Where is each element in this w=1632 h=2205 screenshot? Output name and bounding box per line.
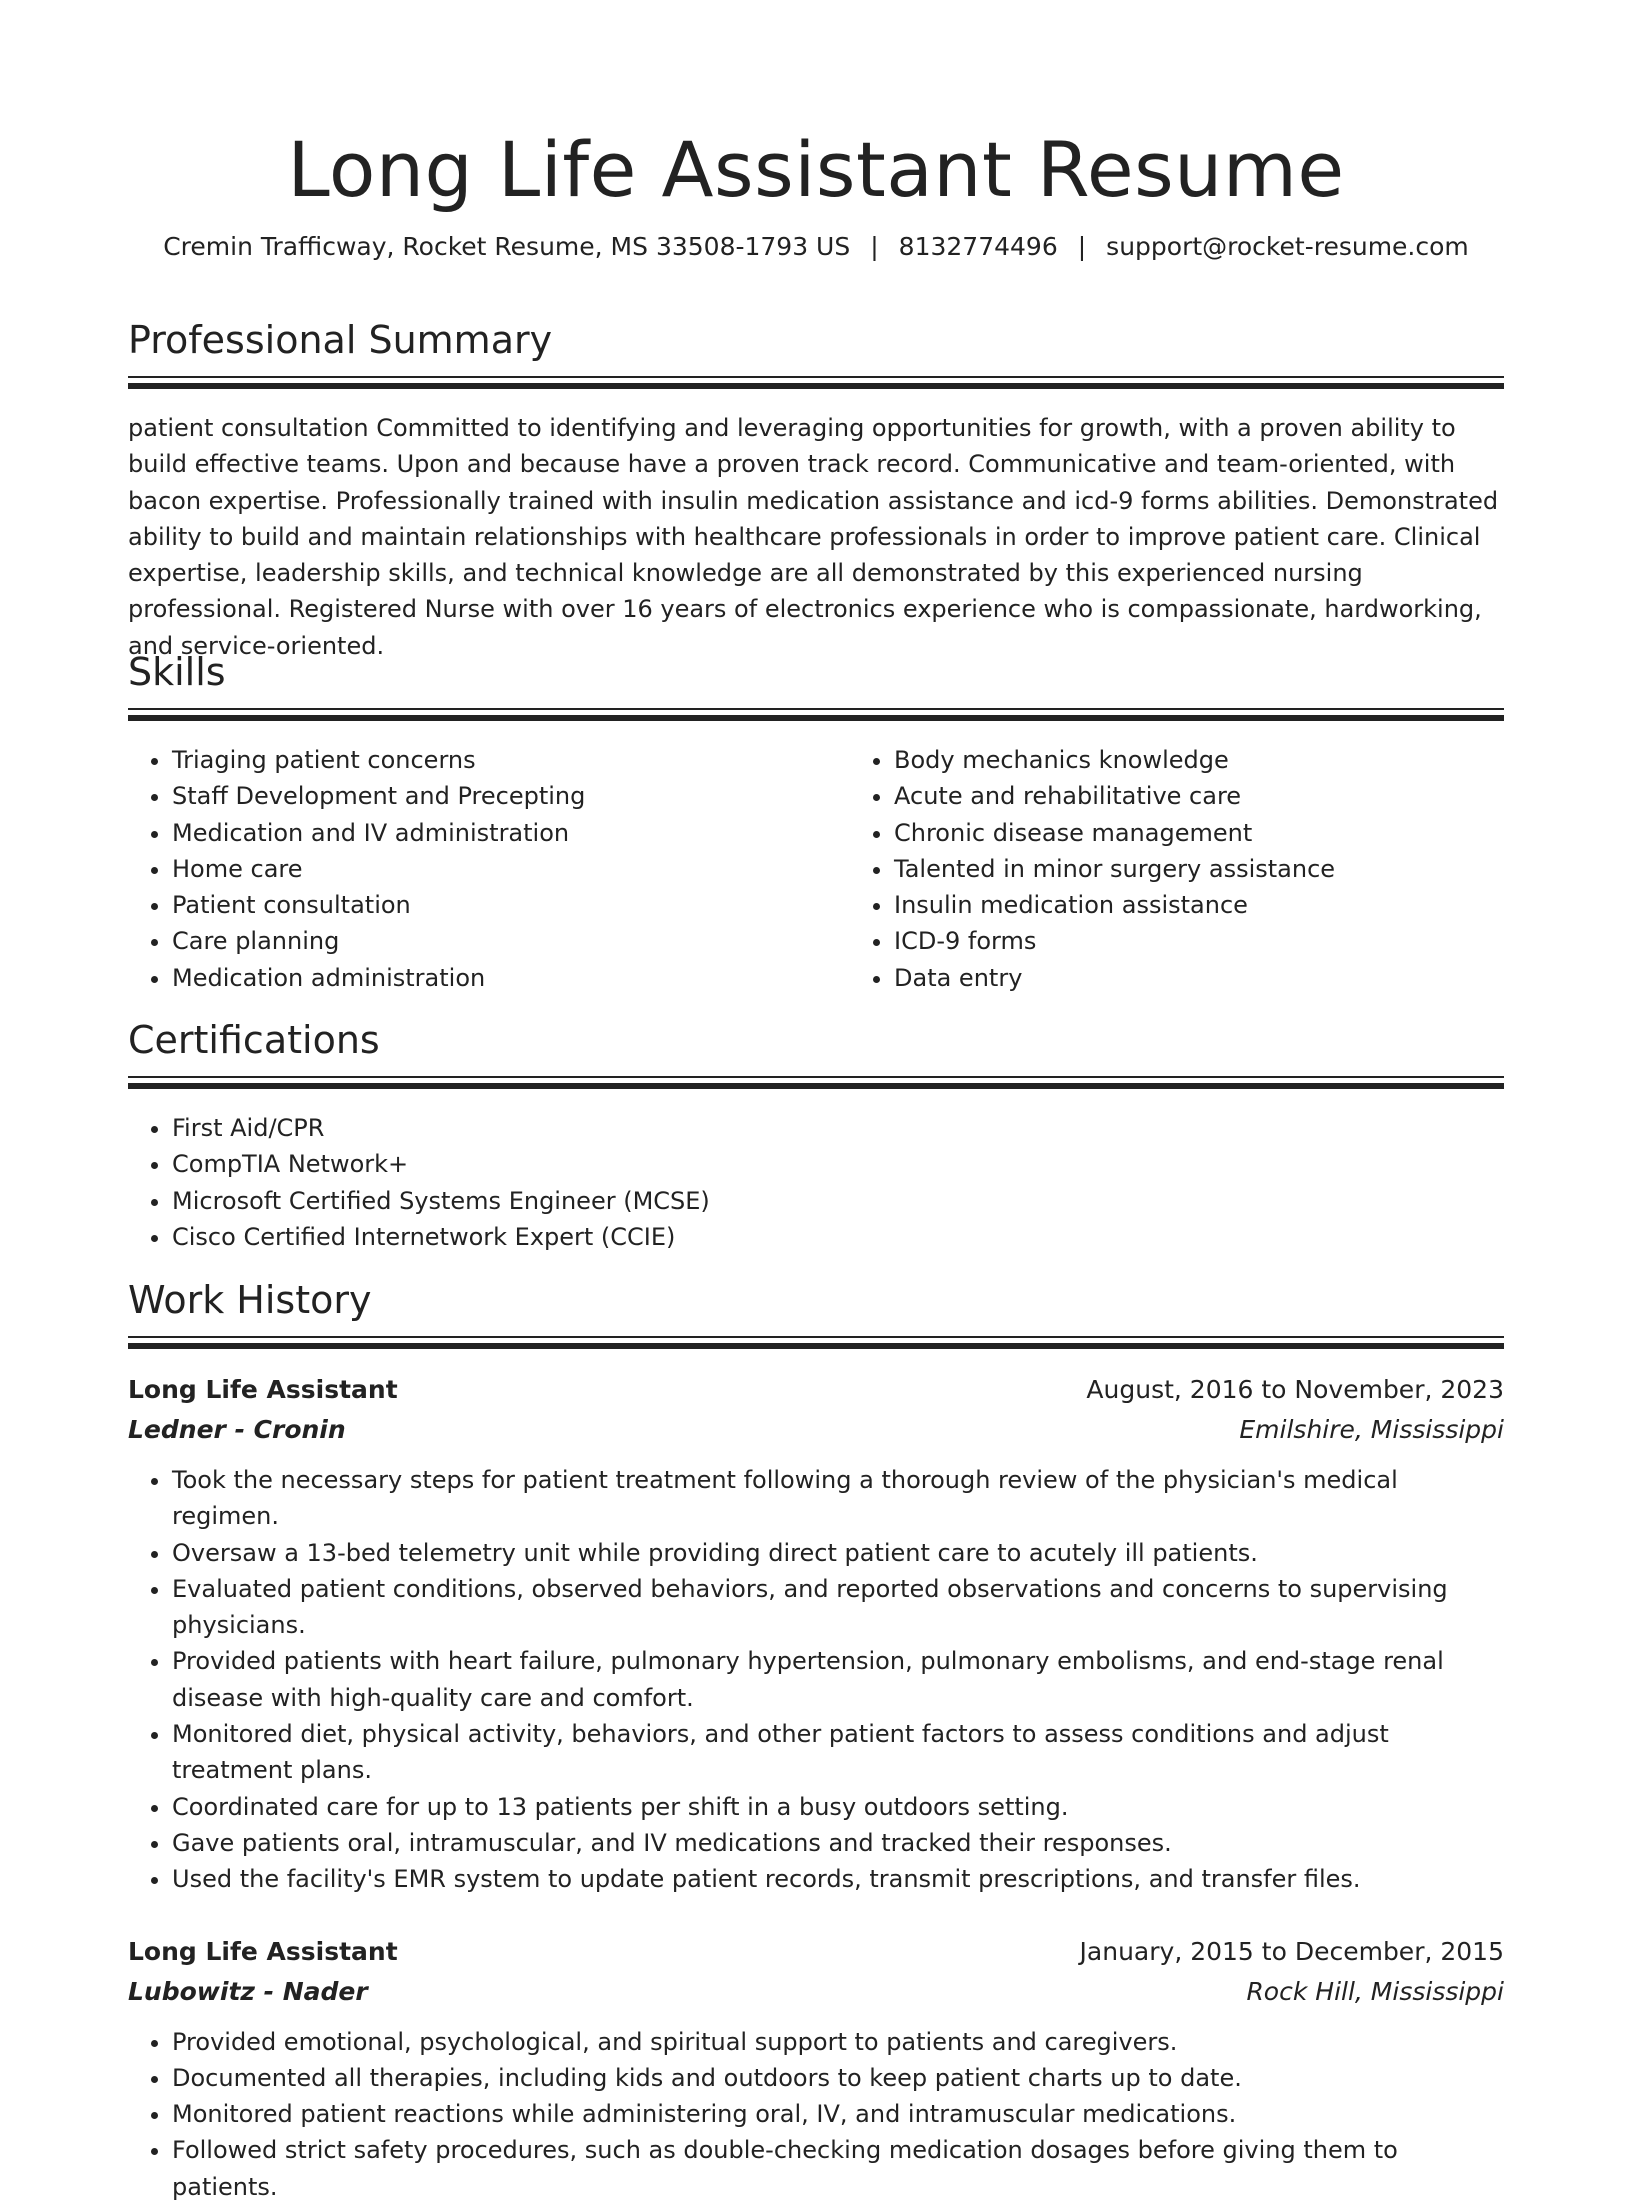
job-duty: • Evaluated patient conditions, observed behaviors, and reported observations and concerns to supervising physicians. [172,1571,1504,1644]
job-entry [128,1932,1504,2205]
certifications-section [128,1016,1504,1255]
skill-item: • Insulin medication assistance [894,887,1572,923]
skills-section [128,648,1504,996]
job-title: Long Life Assistant [128,1375,398,1404]
skill-item: • Staff Development and Precepting [172,778,850,814]
skill-item: • Medication administration [172,960,850,996]
skills-list-right [850,742,1572,996]
job-duties-list [128,2024,1504,2205]
section-divider [128,708,1504,722]
job-duty: • Used the facility's EMR system to update patient records, transmit prescriptions, and transfer files. [172,1861,1504,1897]
job-duty: • Monitored patient reactions while administering oral, IV, and intramuscular medications. [172,2096,1504,2132]
job-duty: • Gave patients oral, intramuscular, and IV medications and tracked their responses. [172,1825,1504,1861]
skill-item: • Talented in minor surgery assistance [894,851,1572,887]
job-location: Emilshire, Mississippi [1239,1415,1504,1444]
contact-phone: 8132774496 [898,232,1058,261]
job-header-row [128,1370,1504,1410]
skills-list-left [128,742,850,996]
section-divider [128,376,1504,390]
skills-columns [128,742,1504,996]
contact-line [128,230,1504,264]
skill-item: • ICD-9 forms [894,923,1572,959]
skill-item: • Triaging patient concerns [172,742,850,778]
skill-item: • Chronic disease management [894,815,1572,851]
job-duty: • Followed strict safety procedures, such as double-checking medication dosages before giving them to patients. [172,2132,1504,2205]
job-company-row [128,1972,1504,2012]
job-company-row [128,1410,1504,1450]
section-heading-work-history: Work History [128,1278,372,1322]
section-heading-summary: Professional Summary [128,318,553,362]
contact-separator: | [870,232,879,261]
section-heading-skills: Skills [128,650,226,694]
certification-item: • CompTIA Network+ [172,1146,1504,1182]
job-company: Ledner - Cronin [128,1415,346,1444]
job-duties-list [128,1462,1504,1898]
contact-email: support@rocket-resume.com [1106,232,1469,261]
contact-address: Cremin Trafficway, Rocket Resume, MS 33508-1793 US [163,232,851,261]
skill-item: • Home care [172,851,850,887]
job-duty: • Documented all therapies, including kids and outdoors to keep patient charts up to date. [172,2060,1504,2096]
job-header-row [128,1932,1504,1972]
certification-item: • Microsoft Certified Systems Engineer (MCSE) [172,1183,1504,1219]
job-duty: • Took the necessary steps for patient treatment following a thorough review of the physician's medical regimen. [172,1462,1504,1535]
job-dates: January, 2015 to December, 2015 [1079,1936,1504,1966]
section-heading-certifications: Certifications [128,1018,380,1062]
resume-title: Long Life Assistant Resume [287,125,1345,214]
certification-item: • Cisco Certified Internetwork Expert (CCIE) [172,1219,1504,1255]
job-duty: • Oversaw a 13-bed telemetry unit while providing direct patient care to acutely ill patients. [172,1535,1504,1571]
job-location: Rock Hill, Mississippi [1246,1976,1504,2006]
job-dates: August, 2016 to November, 2023 [1086,1375,1504,1404]
job-company: Lubowitz - Nader [128,1976,368,2006]
work-history-section [128,1276,1504,2205]
skill-item: • Patient consultation [172,887,850,923]
job-duty: • Provided patients with heart failure, pulmonary hypertension, pulmonary embolisms, and end-stage renal disease with high-quality care and comfort. [172,1643,1504,1716]
skill-item: • Data entry [894,960,1572,996]
job-duty: • Provided emotional, psychological, and spiritual support to patients and caregivers. [172,2024,1504,2060]
job-duty: • Coordinated care for up to 13 patients per shift in a busy outdoors setting. [172,1789,1504,1825]
job-entry [128,1370,1504,1898]
job-title: Long Life Assistant [128,1936,398,1966]
job-duty: • Monitored diet, physical activity, behaviors, and other patient factors to assess conditions and adjust treatment plans. [172,1716,1504,1789]
skill-item: • Acute and rehabilitative care [894,778,1572,814]
resume-page [128,0,1504,2201]
professional-summary-section [128,316,1504,664]
certifications-list [128,1110,1504,1255]
summary-text: patient consultation Committed to identifying and leveraging opportunities for growth, with a proven ability to build effective teams. Upon and because have a proven track record. Communicative and team-oriented, with bacon expertise. Professionally trained with insulin medication assistance and icd-9 forms abilities. Demonstrated ability to build and maintain relationships with healthcare professionals in order to improve patient care. Clinical expertise, leadership skills, and technical knowledge are all demonstrated by this experienced nursing professional. Registered Nurse with over 16 years of electronics experience who is compassionate, hardworking, and service-oriented. [128,414,1499,660]
skill-item: • Medication and IV administration [172,815,850,851]
contact-separator: | [1077,232,1087,261]
section-divider [128,1076,1504,1090]
skill-item: • Body mechanics knowledge [894,742,1572,778]
section-divider [128,1336,1504,1350]
skill-item: • Care planning [172,923,850,959]
certification-item: • First Aid/CPR [172,1110,1504,1146]
